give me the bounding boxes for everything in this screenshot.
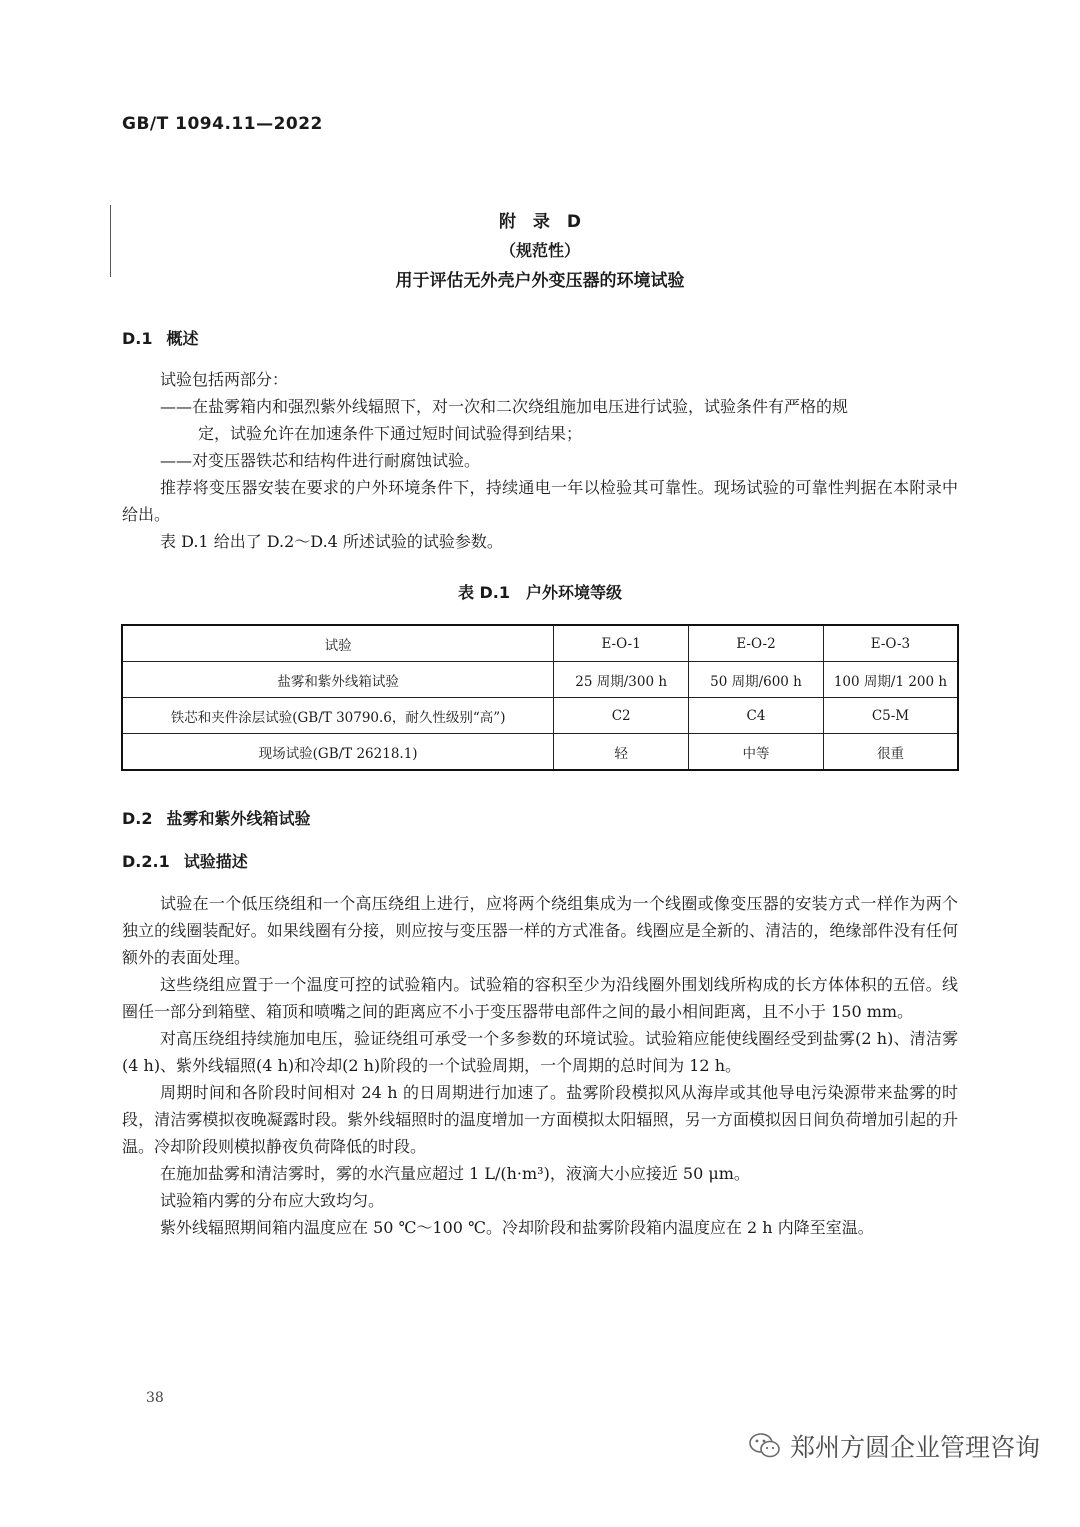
paragraph: 试验箱内雾的分布应大致均匀。 [160,1191,385,1210]
table-header-row [122,625,958,662]
table-header-cell: E-O-2 [689,625,824,662]
table-cell: C5-M [823,698,958,734]
dash-item: ——在盐雾箱内和强烈紫外线辐照下，对一次和二次绕组施加电压进行试验，试验条件有严格的规 [160,397,849,416]
section-number: D.2 [122,809,153,828]
section-number: D.2.1 [122,852,170,871]
table-cell: 很重 [823,734,958,771]
table-cell: 25 周期/300 h [554,662,689,698]
table-cell: 50 周期/600 h [689,662,824,698]
section-title: 盐雾和紫外线箱试验 [166,809,311,828]
table-cell: 盐雾和紫外线箱试验 [122,662,554,698]
paragraph: 试验包括两部分： [160,370,289,389]
table-cell: C2 [554,698,689,734]
paragraph: 表 D.1 给出了 D.2～D.4 所述试验的试验参数。 [160,532,503,551]
table-caption: 表 D.1 户外环境等级 [457,583,623,602]
watermark [748,1428,1040,1464]
table-cell: 轻 [554,734,689,771]
section-title: 概述 [166,329,199,348]
document-code: GB/T 1094.11—2022 [122,114,323,134]
dash-item: ——对变压器铁芯和结构件进行耐腐蚀试验。 [160,451,481,470]
page-number: 38 [146,1390,164,1406]
paragraph: 推荐将变压器安装在要求的户外环境条件下，持续通电一年以检验其可靠性。现场试验的可靠性判据在本附录中给出。 [122,478,958,524]
section-d21-body [122,890,958,1241]
table-row [122,662,958,698]
section-d1-body [122,366,958,555]
appendix-type: （规范性） [499,241,580,260]
section-heading-d1 [122,326,199,349]
section-heading-d2 [122,806,311,829]
section-heading-d21 [122,849,248,872]
table-cell: 中等 [689,734,824,771]
paragraph: 这些绕组应置于一个温度可控的试验箱内。试验箱的容积至少为沿线圈外围划线所构成的长方体体积的五倍。线圈任一部分到箱壁、箱顶和喷嘴之间的距离应不小于变压器带电部件之间的最小相间距离，且不小于 150 mm。 [122,975,958,1021]
section-number: D.1 [122,329,153,348]
table-cell: 100 周期/1 200 h [823,662,958,698]
table-row [122,734,958,771]
table-cell: 铁芯和夹件涂层试验(GB/T 30790.6，耐久性级别“高”) [122,698,554,734]
table-cell: 现场试验(GB/T 26218.1) [122,734,554,771]
paragraph: 在施加盐雾和清洁雾时，雾的水汽量应超过 1 L/(h·m³)，液滴大小应接近 50 μm。 [160,1164,750,1183]
section-title: 试验描述 [183,852,248,871]
paragraph: 紫外线辐照期间箱内温度应在 50 ℃～100 ℃。冷却阶段和盐雾阶段箱内温度应在 2 h 内降至室温。 [160,1218,874,1237]
table-header-cell: E-O-1 [554,625,689,662]
wechat-icon [748,1431,782,1461]
table-header-cell: 试验 [122,625,554,662]
environment-class-table [121,624,959,771]
dash-item-continued: 定，试验允许在加速条件下通过短时间试验得到结果； [198,424,583,443]
table-row [122,698,958,734]
table-cell: C4 [689,698,824,734]
paragraph: 对高压绕组持续施加电压，验证绕组可承受一个多参数的环境试验。试验箱应能使线圈经受到盐雾(2 h)、清洁雾(4 h)、紫外线辐照(4 h)和冷却(2 h)阶段的一个试验周期，一个周期的总时间为 12 h。 [122,1029,958,1075]
table-header-cell: E-O-3 [823,625,958,662]
appendix-title: 用于评估无外壳户外变压器的环境试验 [395,271,685,291]
watermark-text: 郑州方圆企业管理咨询 [789,1433,1040,1462]
appendix-label: 附 录 D [498,212,582,232]
paragraph: 周期时间和各阶段时间相对 24 h 的日周期进行加速了。盐雾阶段模拟风从海岸或其他导电污染源带来盐雾的时段，清洁雾模拟夜晚凝露时段。紫外线辐照时的温度增加一方面模拟太阳辐照，另一方面模拟因日间负荷增加引起的升温。冷却阶段则模拟静夜负荷降低的时段。 [122,1083,958,1156]
paragraph: 试验在一个低压绕组和一个高压绕组上进行，应将两个绕组集成为一个线圈或像变压器的安装方式一样作为两个独立的线圈装配好。如果线圈有分接，则应按与变压器一样的方式准备。线圈应是全新的、清洁的，绝缘部件没有任何额外的表面处理。 [122,894,958,967]
